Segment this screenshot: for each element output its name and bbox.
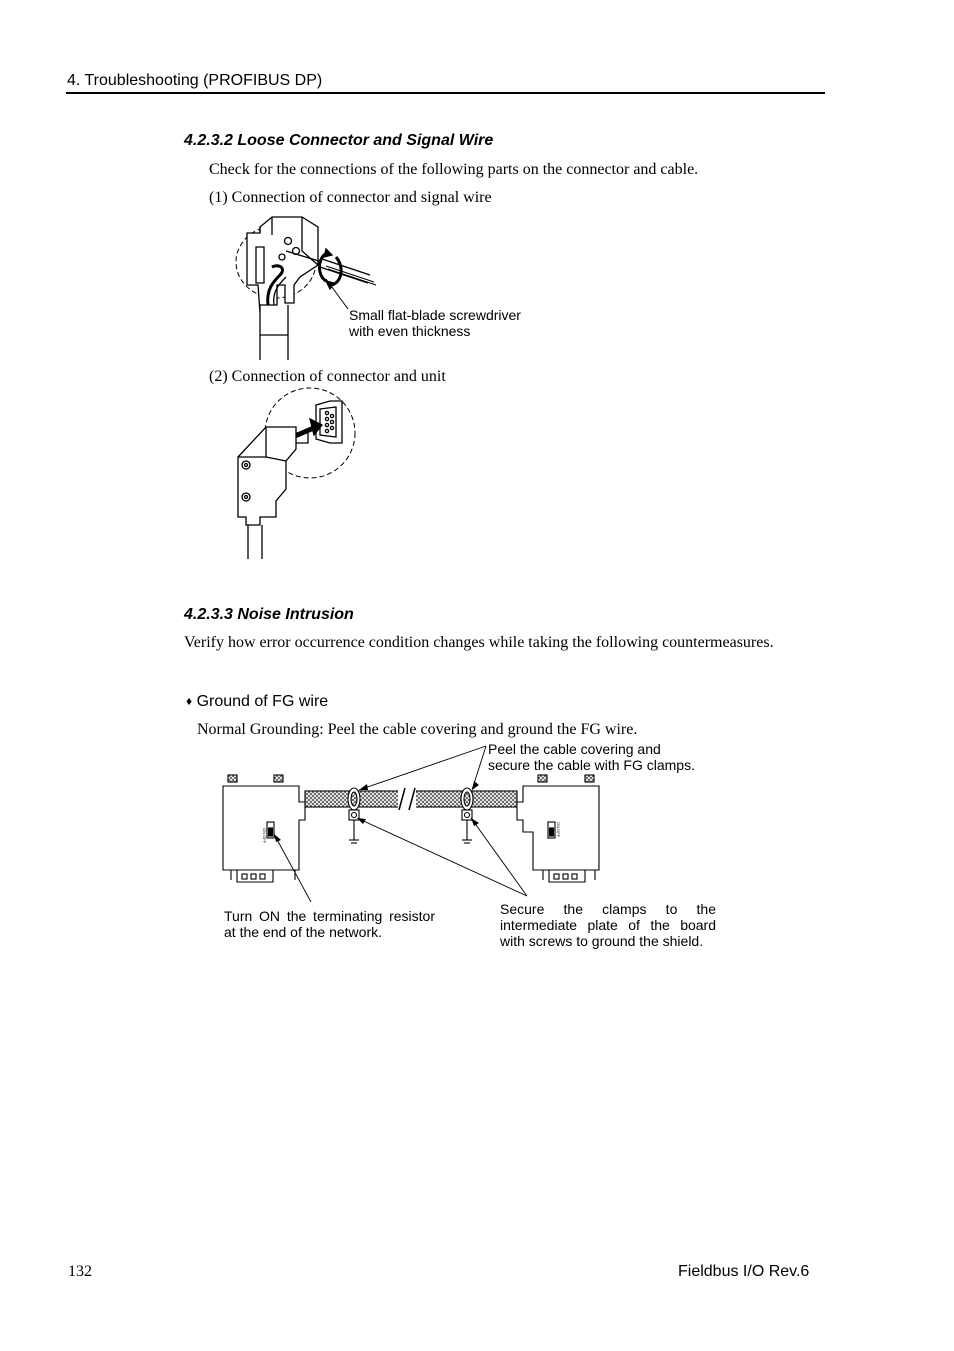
terminator-label: Turn ON the terminating resistor at the end of the network.: [224, 908, 435, 940]
figure-connector-unit: [230, 385, 370, 565]
peel-label-line1: Peel the cable covering and: [488, 741, 661, 757]
document-name: Fieldbus I/O Rev.6: [678, 1263, 810, 1280]
screwdriver-label-line1: Small flat-blade screwdriver: [349, 307, 521, 323]
switch-text-right: ON OFF: [556, 822, 561, 838]
screwdriver-label-line2: with even thickness: [349, 323, 471, 339]
page-number: 132: [68, 1263, 92, 1280]
switch-text-left: ON OFF: [262, 828, 267, 844]
item-connector-unit: (2) Connection of connector and unit: [209, 368, 446, 385]
header-title: 4. Troubleshooting (PROFIBUS DP): [67, 72, 323, 89]
section-intro-loose-connector: Check for the connections of the following parts on the connector and cable.: [209, 161, 699, 178]
section-title-loose-connector: 4.2.3.2 Loose Connector and Signal Wire: [184, 132, 494, 149]
figure-connector-signal-wire: [230, 205, 390, 365]
bullet-text: Ground of FG wire: [196, 693, 329, 710]
section-intro-noise-intrusion: Verify how error occurrence condition changes while taking the following countermeasures.: [184, 634, 774, 651]
clamps-label: Secure the clamps to the intermediate plate of the board with screws to ground the shield.: [500, 901, 716, 949]
diamond-bullet-icon: ♦: [186, 694, 193, 708]
normal-grounding-text: Normal Grounding: Peel the cable covering and ground the FG wire.: [197, 721, 638, 738]
bullet-fg-wire: [186, 693, 328, 711]
item-connector-signal-wire: (1) Connection of connector and signal wire: [209, 189, 492, 206]
header-rule: [66, 92, 825, 94]
figure-fg-grounding: [215, 770, 615, 890]
peel-label-line2: secure the cable with FG clamps.: [488, 757, 695, 773]
section-title-noise-intrusion: 4.2.3.3 Noise Intrusion: [184, 606, 354, 623]
